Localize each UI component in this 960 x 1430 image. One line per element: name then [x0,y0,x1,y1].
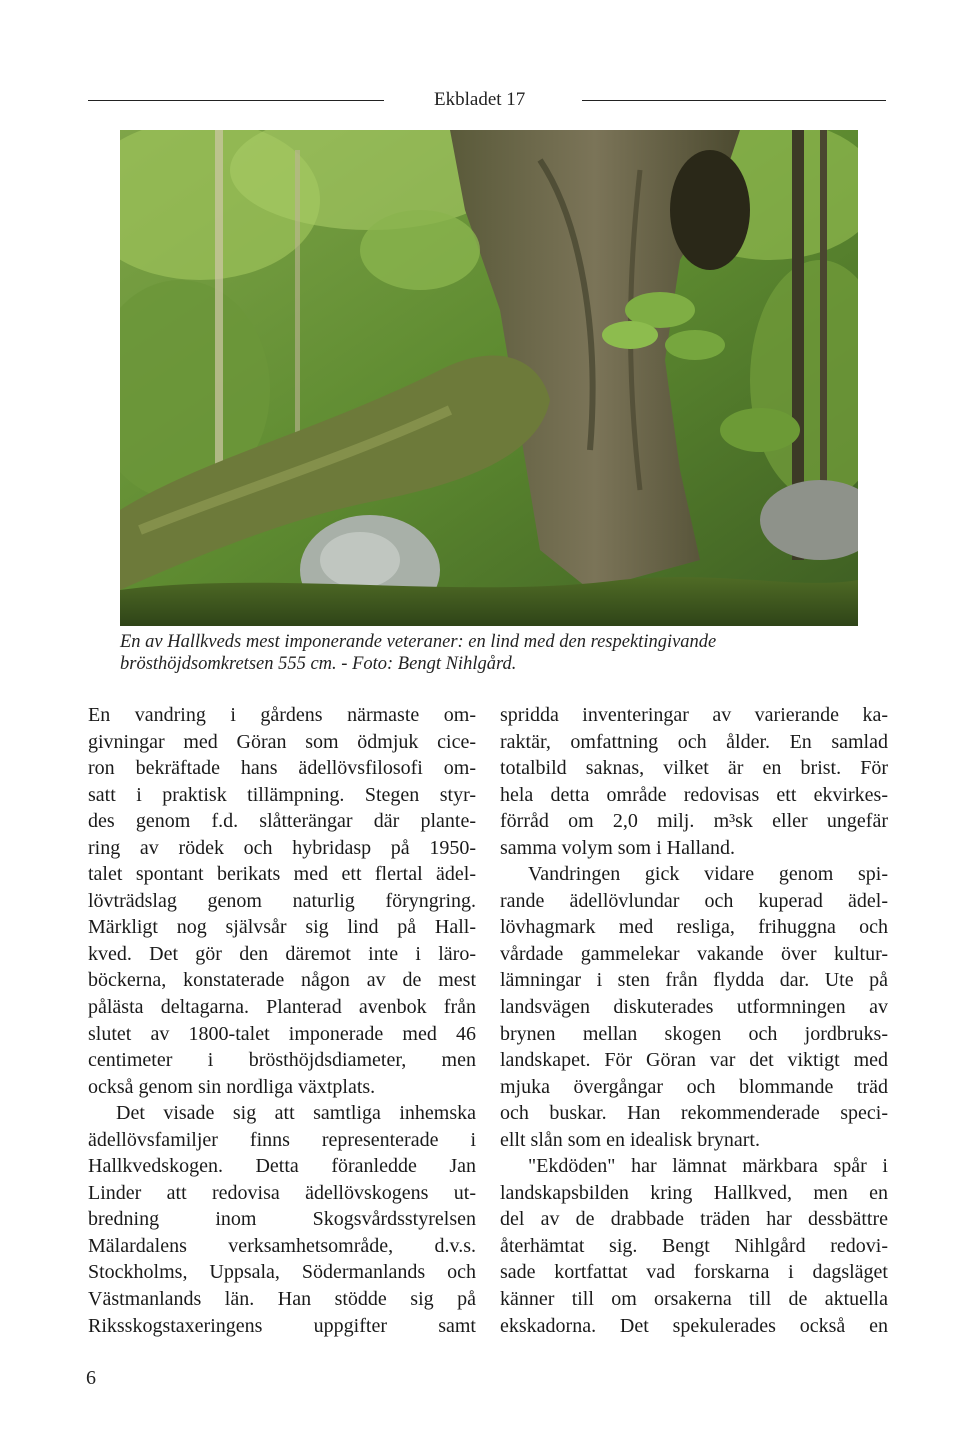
text-line: ekskadorna. Det spekulerades också en [500,1314,888,1337]
header-rule-left [88,100,384,101]
text-line: rande ädellövlundar och kuperad ädel- [500,889,888,912]
text-line: landskapsbilden kring Hallkved, men en [500,1181,888,1204]
text-line: Märkligt nog självsår sig lind på Hall- [88,916,476,939]
page-number: 6 [86,1367,96,1389]
text-line: ring av rödek och hybridasp på 1950- [88,836,476,859]
text-line: Riksskogstaxeringens uppgifter samt [88,1314,476,1337]
text-line: Det visade sig att samtliga inhemska [116,1102,476,1125]
text-line: ellt slån som en idealisk brynart. [500,1128,760,1151]
text-line: "Ekdöden" har lämnat märkbara spår i [528,1155,888,1178]
text-line: också genom sin nordliga växtplats. [88,1075,376,1098]
text-line: satt i praktisk tillämpning. Stegen styr- [88,783,476,806]
text-line: ädellövsfamiljer finns representerade i [88,1128,476,1151]
text-line: spridda inventeringar av varierande ka- [500,704,888,726]
text-line: böckerna, konstaterade någon av de mest [88,969,476,992]
text-column-right [500,702,888,1339]
text-line: samma volym som i Halland. [500,836,735,859]
text-line: pålästa deltagarna. Planterad avenbok från [88,996,476,1019]
text-line: centimeter i brösthöjdsdiameter, men [88,1049,476,1072]
text-line: Stockholms, Uppsala, Södermanlands och [88,1261,476,1284]
running-header [88,86,886,114]
tree-photo [120,130,858,626]
text-line: vårdade gammelekar vakande över kultur- [500,942,888,965]
text-line: sade kortfattat vad forskarna i dagsläget [500,1261,888,1284]
text-line: del av de drabbade träden har dessbättre [500,1208,888,1231]
text-line: brynen mellan skogen och jordbruks- [500,1022,888,1045]
text-line: totalbild saknas, vilket är en brist. För [500,757,888,780]
text-line: känner till om orsakerna till de aktuella [500,1288,888,1311]
caption-line: En av Hallkveds mest imponerande veteraner: en lind med den respektingivande [120,632,717,652]
text-line: lövhagmark med resliga, frihuggna och [500,916,888,939]
header-rule-right [582,100,886,101]
caption-line: brösthöjdsomkretsen 555 cm. - Foto: Bengt Nihlgård. [120,654,517,674]
text-line: des genom f.d. slåtterängar där plante- [88,810,476,833]
text-line: mjuka övergångar och blommande träd [500,1075,888,1098]
tree-photo-illustration [120,130,858,626]
photo-caption [120,631,860,675]
text-line: återhämtat sig. Bengt Nihlgård redovi- [500,1234,888,1257]
text-line: landskapet. För Göran var det viktigt med [500,1049,888,1072]
text-line: talet spontant berikats med ett flertal ädel- [88,863,476,886]
text-line: raktär, omfattning och ålder. En samlad [500,730,888,753]
text-line: hela detta område redovisas ett ekvirkes- [500,783,888,806]
header-title: Ekbladet 17 [434,89,526,110]
text-line: bredning inom Skogsvårdsstyrelsen [88,1208,476,1231]
text-line: Hallkvedskogen. Detta föranledde Jan [88,1155,476,1178]
text-line: förråd om 2,0 milj. m³sk eller ungefär [500,810,888,833]
text-line: lämningar i sten från flydda dar. Ute på [500,969,888,992]
text-line: En vandring i gårdens närmaste om- [88,704,476,726]
text-line: landsvägen diskuterades utformningen av [500,996,888,1019]
text-line: Mälardalens verksamhetsområde, d.v.s. [88,1234,476,1257]
text-line: givningar med Göran som ödmjuk cice- [88,730,476,753]
text-line: Vandringen gick vidare genom spi- [528,863,888,886]
text-line: ron bekräftade hans ädellövsfilosofi om- [88,757,476,780]
text-line: slutet av 1800-talet imponerade med 46 [88,1022,476,1045]
text-line: och buskar. Han rekommenderade speci- [500,1102,888,1125]
text-line: kved. Det gör den däremot inte i läro- [88,942,476,965]
text-column-left [88,702,476,1339]
text-line: Linder att redovisa ädellövskogens ut- [88,1181,476,1204]
text-line: lövträdslag genom naturlig föryngring. [88,889,476,912]
text-line: Västmanlands län. Han stödde sig på [88,1288,476,1311]
